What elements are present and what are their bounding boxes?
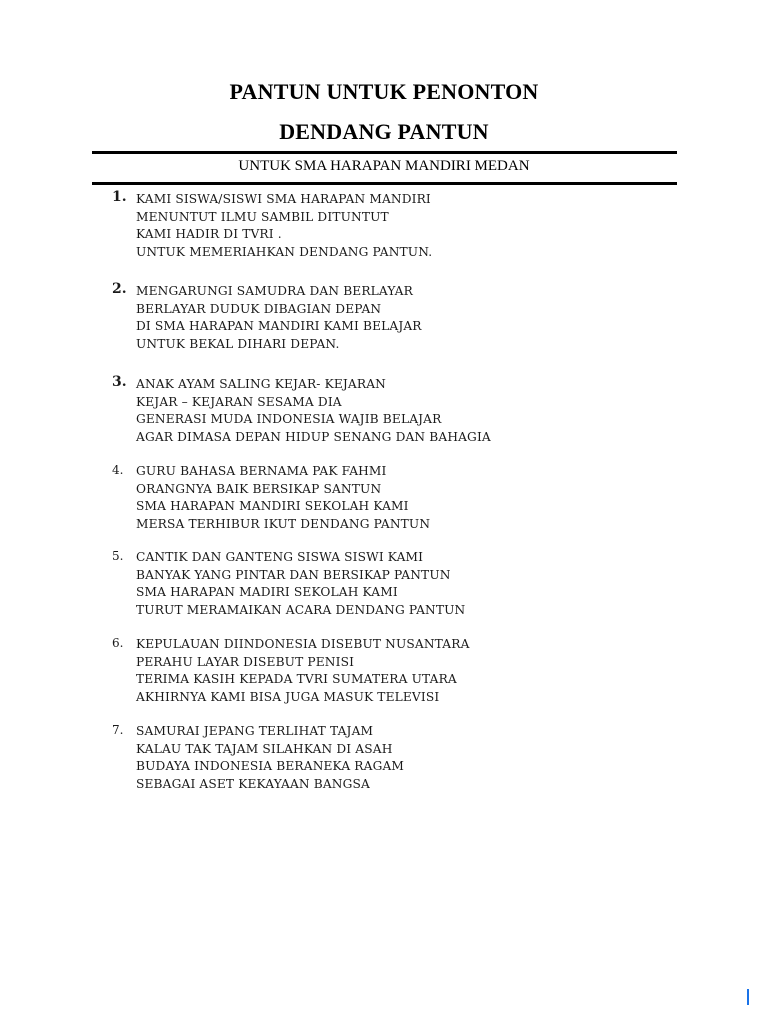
stanza-line: UNTUK BEKAL DIHARI DEPAN. xyxy=(136,337,340,352)
stanza-line: MERSA TERHIBUR IKUT DENDANG PANTUN xyxy=(136,517,431,532)
stanza-line: MENUNTUT ILMU SAMBIL DITUNTUT xyxy=(136,209,389,224)
stanza-number: 4. xyxy=(112,463,124,477)
top-rule-divider xyxy=(92,151,677,154)
stanza-line: UNTUK MEMERIAHKAN DENDANG PANTUN. xyxy=(136,245,433,260)
stanza-line: GURU BAHASA BERNAMA PAK FAHMI xyxy=(136,464,387,478)
stanza-line: BUDAYA INDONESIA BERANEKA RAGAM xyxy=(136,759,405,774)
stanza-line: KAMI SISWA/SISWI SMA HARAPAN MANDIRI xyxy=(136,192,431,206)
stanza-line: ANAK AYAM SALING KEJAR- KEJARAN xyxy=(136,377,386,391)
stanza-line: SEBAGAI ASET KEKAYAAN BANGSA xyxy=(136,777,370,792)
stanza-line: GENERASI MUDA INDONESIA WAJIB BELAJAR xyxy=(136,412,442,427)
stanza-line: BERLAYAR DUDUK DIBAGIAN DEPAN xyxy=(136,301,382,316)
document-title: PANTUN UNTUK PENONTON xyxy=(229,79,539,104)
stanza-line: SMA HARAPAN MADIRI SEKOLAH KAMI xyxy=(136,585,398,600)
school-subtitle: UNTUK SMA HARAPAN MANDIRI MEDAN xyxy=(238,158,530,174)
stanza-line: TURUT MERAMAIKAN ACARA DENDANG PANTUN xyxy=(136,603,466,618)
stanza-number: 6. xyxy=(112,636,124,650)
stanza-line: MENGARUNGI SAMUDRA DAN BERLAYAR xyxy=(136,284,413,298)
stanza-line: TERIMA KASIH KEPADA TVRI SUMATERA UTARA xyxy=(136,672,457,687)
stanza-line: BANYAK YANG PINTAR DAN BERSIKAP PANTUN xyxy=(136,567,451,582)
stanza-line: KALAU TAK TAJAM SILAHKAN DI ASAH xyxy=(136,741,393,756)
stanza-line: DI SMA HARAPAN MANDIRI KAMI BELAJAR xyxy=(136,319,422,334)
stanza-line: ORANGNYA BAIK BERSIKAP SANTUN xyxy=(136,481,382,496)
stanza-line: KEPULAUAN DIINDONESIA DISEBUT NUSANTARA xyxy=(136,637,470,651)
stanza-line: CANTIK DAN GANTENG SISWA SISWI KAMI xyxy=(136,550,424,564)
document-subtitle-heading: DENDANG PANTUN xyxy=(279,119,489,144)
stanza-line: AGAR DIMASA DEPAN HIDUP SENANG DAN BAHAGIA xyxy=(136,430,491,445)
stanza-number: 7. xyxy=(112,723,124,737)
stanza-number: 3. xyxy=(112,374,127,390)
stanza-number: 5. xyxy=(112,549,124,563)
stanza-line: AKHIRNYA KAMI BISA JUGA MASUK TELEVISI xyxy=(136,690,440,705)
stanza-line: KEJAR – KEJARAN SESAMA DIA xyxy=(136,394,342,409)
text-cursor-marker xyxy=(747,989,749,1005)
stanza-line: SMA HARAPAN MANDIRI SEKOLAH KAMI xyxy=(136,499,409,514)
stanza-line: KAMI HADIR DI TVRI . xyxy=(136,227,282,242)
stanza-number: 2. xyxy=(112,281,127,297)
stanza-line: SAMURAI JEPANG TERLIHAT TAJAM xyxy=(136,724,374,738)
stanza-number: 1. xyxy=(112,189,127,205)
stanza-line: PERAHU LAYAR DISEBUT PENISI xyxy=(136,654,355,669)
bottom-rule-divider xyxy=(92,182,677,185)
